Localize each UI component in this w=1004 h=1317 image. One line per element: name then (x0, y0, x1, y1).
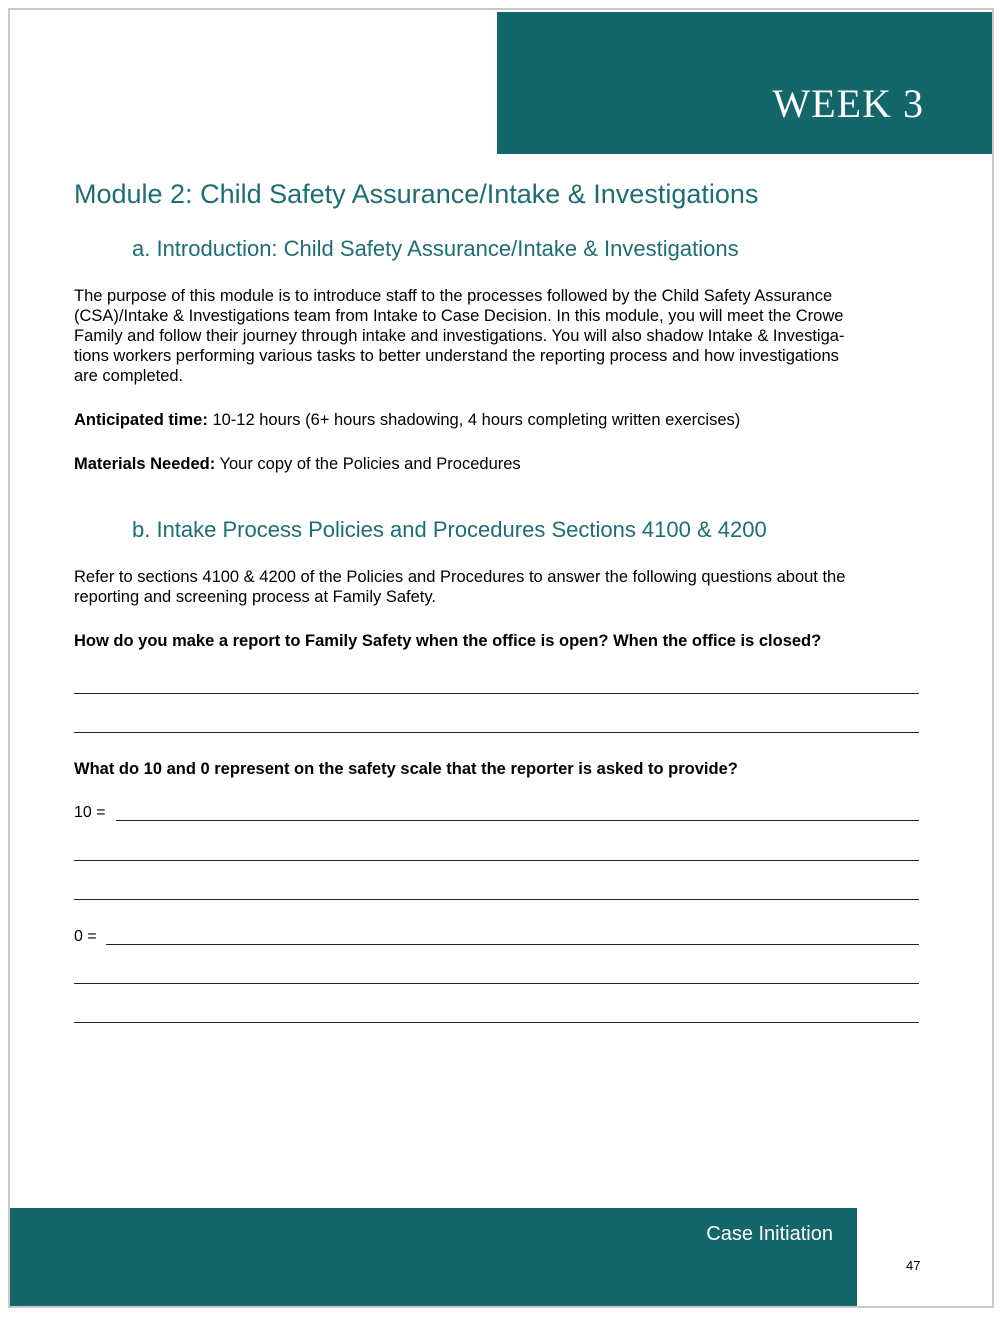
answer-line-0[interactable] (106, 944, 919, 945)
materials-needed-label: Materials Needed: (74, 455, 216, 473)
section-a-body (74, 286, 926, 386)
anticipated-time-value: 10-12 hours (6+ hours shadowing, 4 hours completing written exercises) (207, 411, 741, 429)
week-banner (497, 12, 994, 154)
body-line: are completed. (74, 367, 184, 385)
materials-needed-value: Your copy of the Policies and Procedures (215, 455, 521, 473)
section-b-body (74, 567, 926, 607)
document-page (8, 8, 994, 1308)
body-line: tions workers performing various tasks to better understand the reporting process and how investigations (74, 347, 839, 365)
answer-line[interactable] (74, 860, 919, 861)
label-scale-0: 0 = (74, 928, 97, 945)
body-line: Family and follow their journey through intake and investigations. You will also shadow Intake & Investiga- (74, 327, 845, 345)
footer-banner (10, 1208, 857, 1308)
body-line: (CSA)/Intake & Investigations team from Intake to Case Decision. In this module, you will meet the Crowe (74, 307, 844, 325)
answer-line[interactable] (74, 732, 919, 733)
materials-needed (74, 454, 926, 474)
section-a-heading: a. Introduction: Child Safety Assurance/Intake & Investigations (132, 236, 739, 261)
answer-line[interactable] (74, 693, 919, 694)
body-line: Refer to sections 4100 & 4200 of the Policies and Procedures to answer the following questions about the (74, 568, 846, 586)
answer-line-10[interactable] (116, 820, 919, 821)
page-number: 47 (906, 1258, 921, 1273)
footer-label: Case Initiation (706, 1223, 833, 1245)
body-line: The purpose of this module is to introduce staff to the processes followed by the Child Safety Assurance (74, 287, 833, 305)
label-scale-10: 10 = (74, 804, 106, 821)
answer-line[interactable] (74, 983, 919, 984)
answer-line[interactable] (74, 1022, 919, 1023)
body-line: reporting and screening process at Family Safety. (74, 588, 436, 606)
anticipated-time-label: Anticipated time: (74, 411, 208, 429)
answer-line[interactable] (74, 899, 919, 900)
week-title: WEEK 3 (772, 81, 924, 126)
question-report-office: How do you make a report to Family Safety when the office is open? When the office is closed? (74, 632, 822, 650)
module-title: Module 2: Child Safety Assurance/Intake & Investigations (74, 179, 759, 209)
question-safety-scale: What do 10 and 0 represent on the safety scale that the reporter is asked to provide? (74, 760, 738, 778)
anticipated-time (74, 410, 926, 430)
section-b-heading: b. Intake Process Policies and Procedures Sections 4100 & 4200 (132, 517, 767, 542)
